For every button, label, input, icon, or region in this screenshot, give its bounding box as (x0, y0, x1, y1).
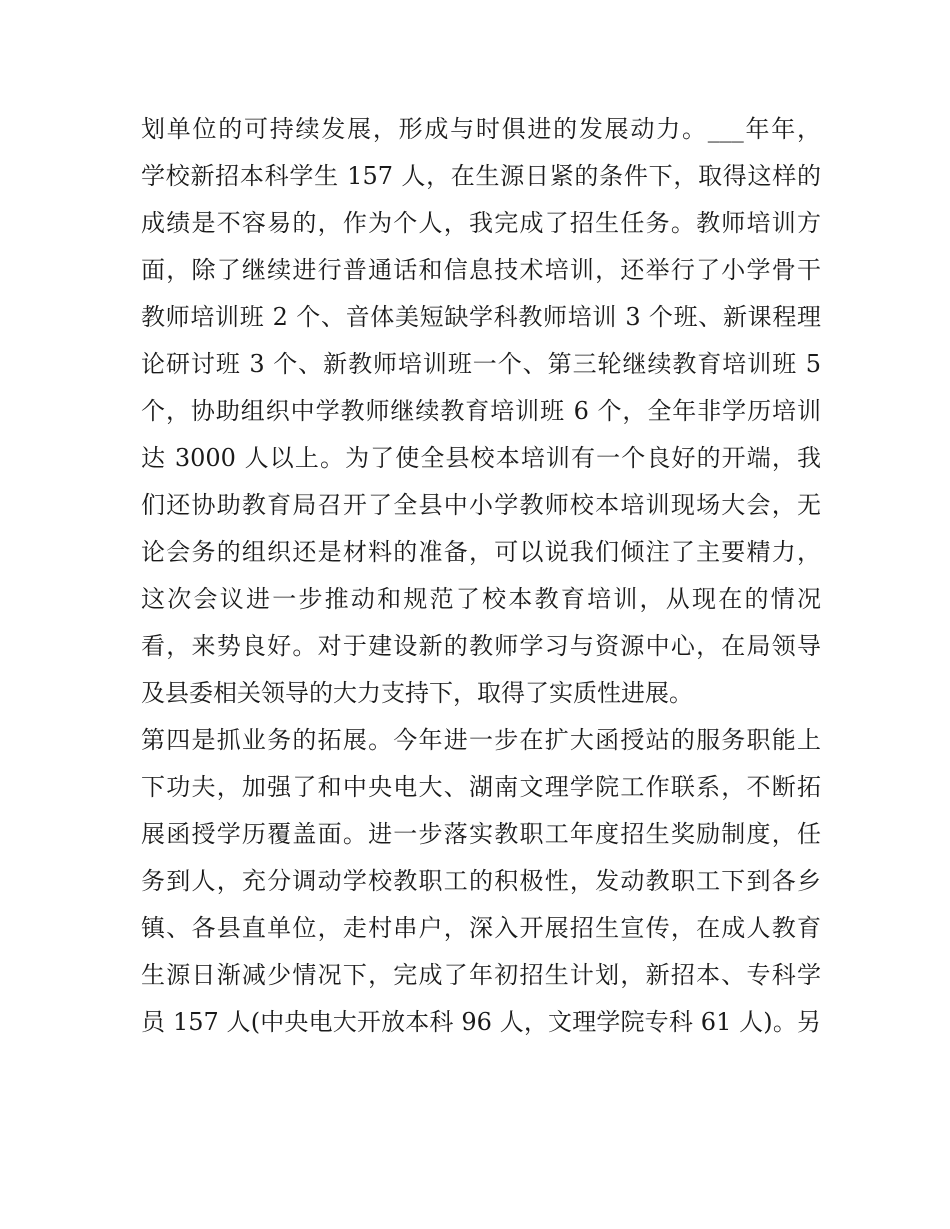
text-line: 这次会议进一步推动和规范了校本教育培训，从现在的情况 (141, 585, 821, 613)
text-line: 学校新招本科学生 157 人，在生源日紧的条件下，取得这样的 (141, 162, 821, 190)
text-line: 及县委相关领导的大力支持下，取得了实质性进展。 (141, 679, 693, 707)
text-line: 展函授学历覆盖面。进一步落实教职工年度招生奖励制度，任 (141, 820, 821, 848)
text-line: 成绩是不容易的，作为个人，我完成了招生任务。教师培训方 (141, 209, 821, 237)
text-line: 教师培训班 2 个、音体美短缺学科教师培训 3 个班、新课程理 (141, 303, 821, 331)
text-line: 达 3000 人以上。为了使全县校本培训有一个良好的开端，我 (141, 444, 821, 472)
text-line: 镇、各县直单位，走村串户，深入开展招生宣传，在成人教育 (141, 914, 821, 942)
text-line: 看，来势良好。对于建设新的教师学习与资源中心，在局领导 (141, 632, 821, 660)
text-line: 员 157 人(中央电大开放本科 96 人，文理学院专科 61 人)。另 (141, 1008, 821, 1036)
text-line: 下功夫，加强了和中央电大、湖南文理学院工作联系，不断拓 (141, 773, 821, 801)
text-line: 划单位的可持续发展，形成与时俱进的发展动力。___年年， (141, 115, 821, 143)
text-line: 生源日渐减少情况下，完成了年初招生计划，新招本、专科学 (141, 961, 821, 989)
text-line: 第四是抓业务的拓展。今年进一步在扩大函授站的服务职能上 (141, 726, 821, 754)
text-line: 论会务的组织还是材料的准备，可以说我们倾注了主要精力， (141, 538, 821, 566)
text-line: 个，协助组织中学教师继续教育培训班 6 个，全年非学历培训 (141, 397, 821, 425)
text-line: 面，除了继续进行普通话和信息技术培训，还举行了小学骨干 (141, 256, 821, 284)
body-text (141, 106, 821, 1046)
text-line: 论研讨班 3 个、新教师培训班一个、第三轮继续教育培训班 5 (141, 350, 821, 378)
text-line: 们还协助教育局召开了全县中小学教师校本培训现场大会，无 (141, 491, 821, 519)
text-line: 务到人，充分调动学校教职工的积极性，发动教职工下到各乡 (141, 867, 821, 895)
